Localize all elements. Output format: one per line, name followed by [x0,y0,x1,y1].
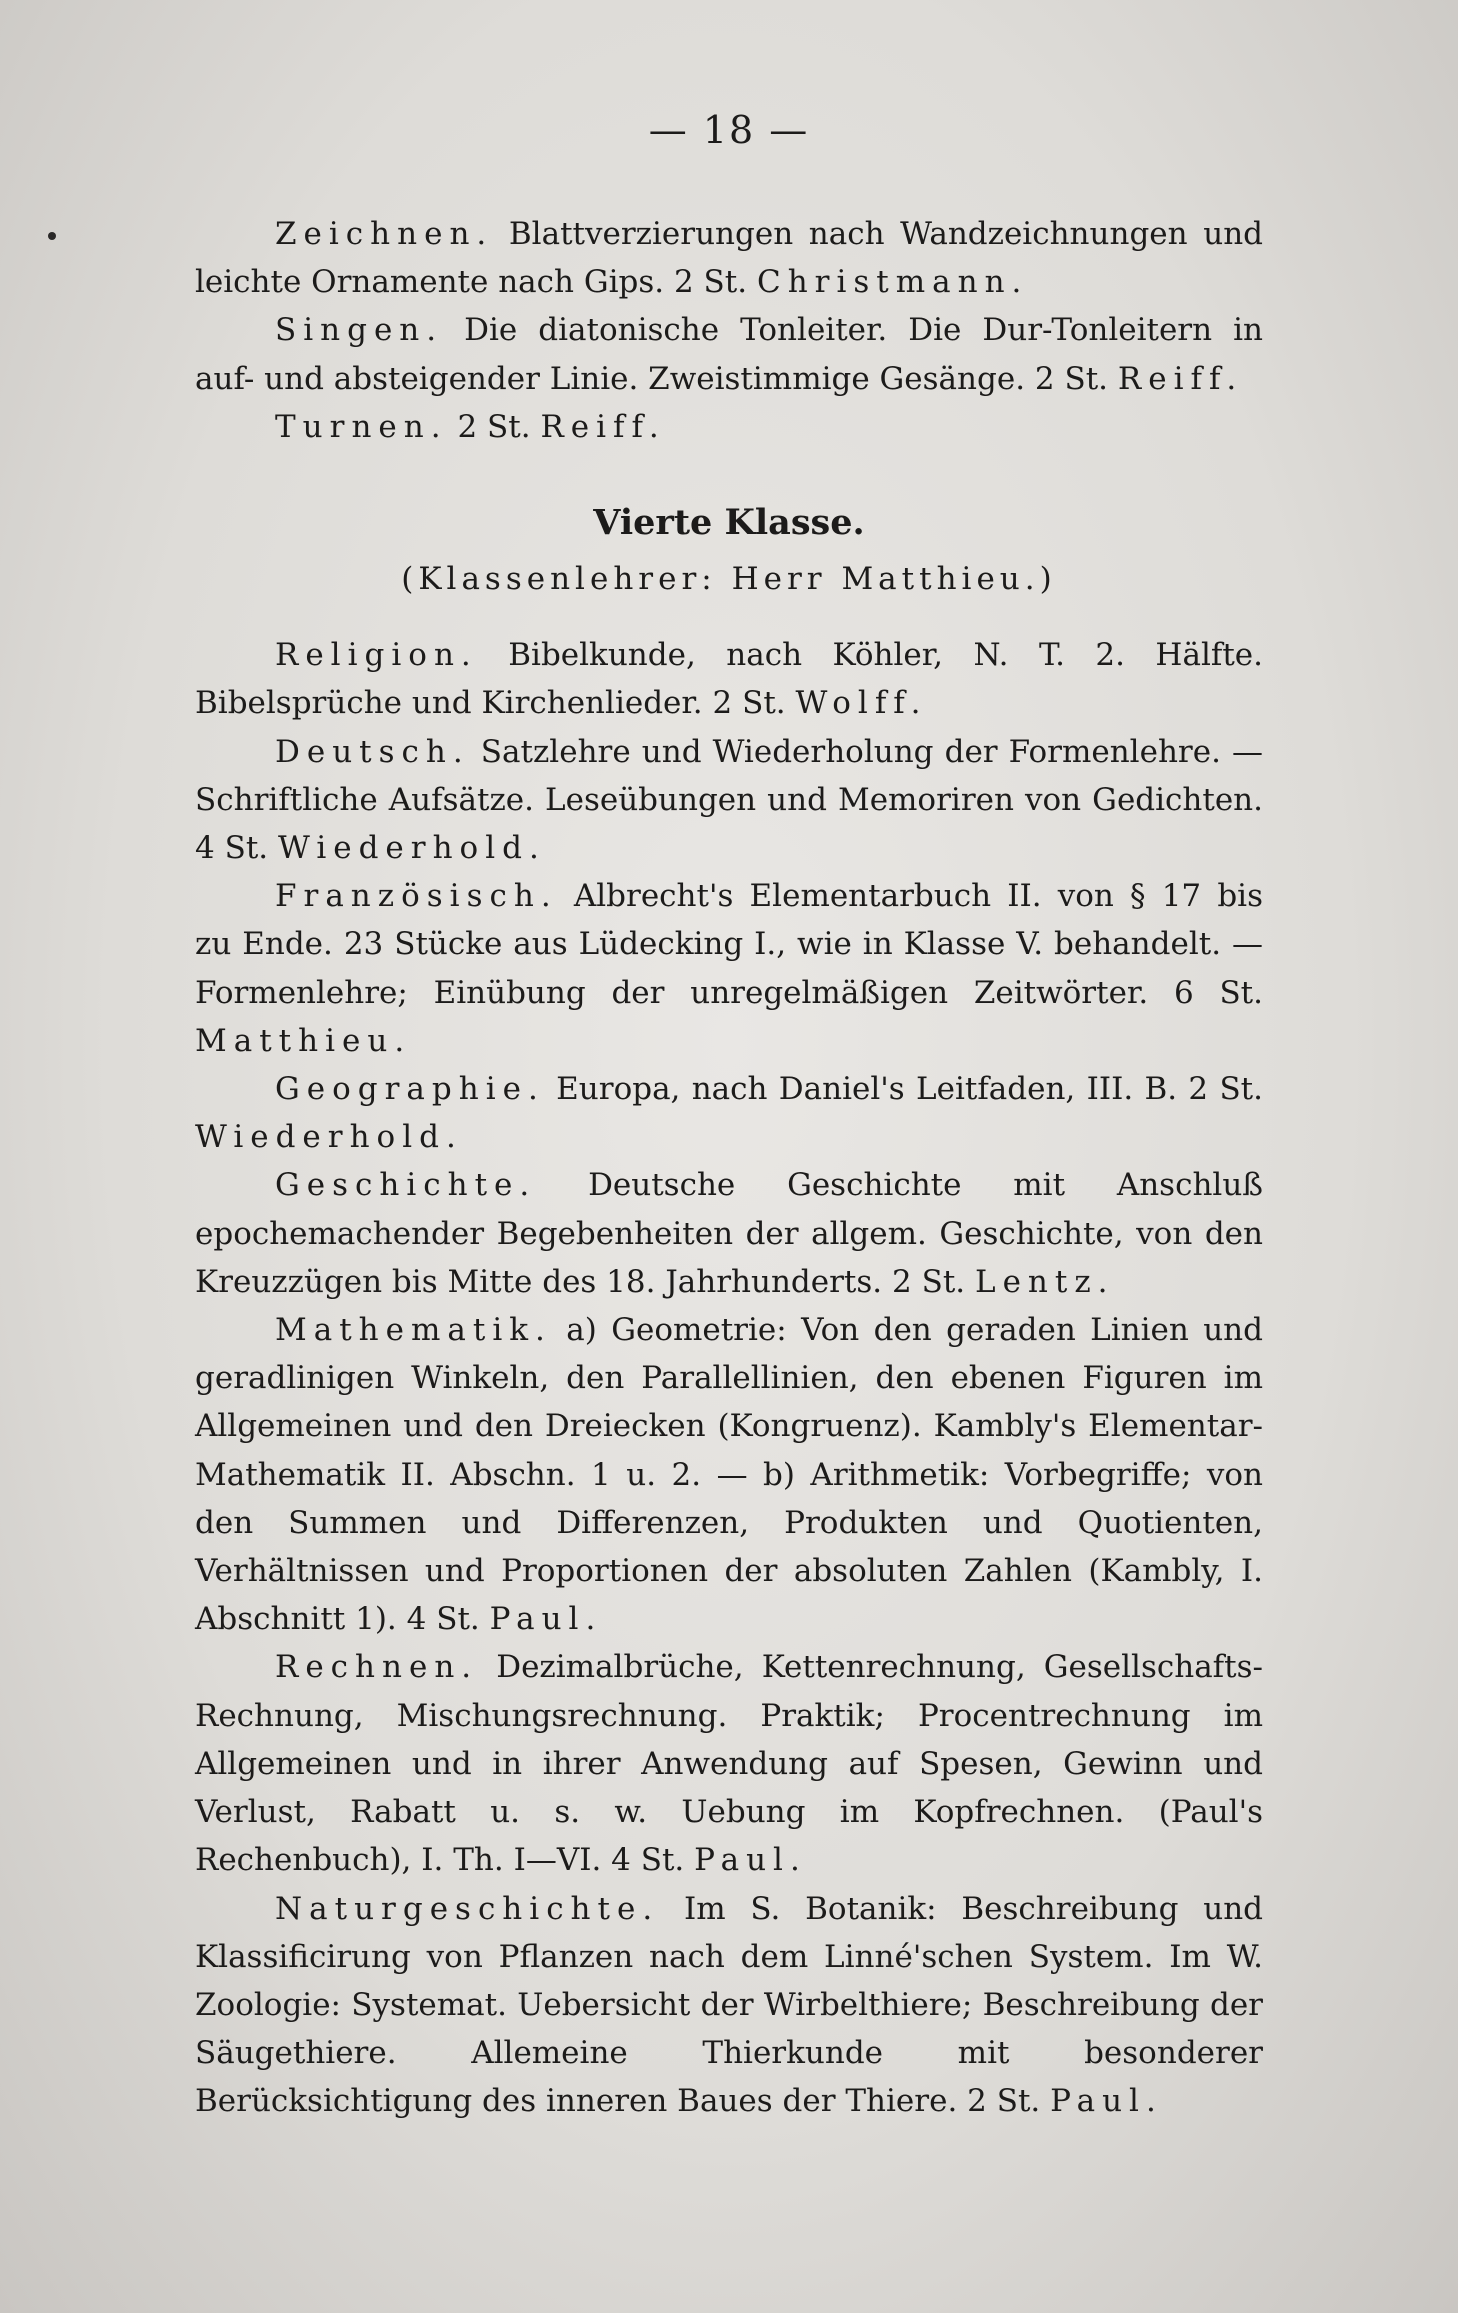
paragraph-zeichnen [195,210,1263,306]
subject-label: Zeichnen. [275,216,494,252]
paragraph-text: Die diatonische Tonleiter. Die Dur-Tonleitern in auf- und absteigender Linie. Zweistimmige Gesänge. 2 St. [195,312,1263,397]
teacher-name: Wiederhold. [278,830,546,867]
subject-label: Naturgeschichte. [275,1890,660,1927]
subject-label: Singen. [275,312,444,349]
paragraph-text: Im S. Botanik: Beschreibung und Klassificirung von Pflanzen nach dem Linné'schen System. Im W. Zoologie: Systemat. Uebersicht der Wirbelthiere; Beschreibung der Säugethiere. Allemeine Thierkunde mit besonderer Berücksichtigung des inneren Baues der Thiere. 2 St. [195,1890,1264,2120]
subject-label: Deutsch. [275,733,470,770]
teacher-name: Lentz. [975,1263,1115,1300]
paragraph-text: a) Geometrie: Von den geraden Linien und geradlinigen Winkeln, den Parallellinien, den ebenen Figuren im Allgemeinen und den Dreiecken (Kongruenz). Kambly's Elementar-Mathematik II. Abschn. 1 u. 2. — b) Arithmetik: Vorbegriffe; von den Summen und Differenzen, Produkten und Quotienten, Verhältnissen und Proportionen der absoluten Zahlen (Kambly, I. Abschnitt 1). 4 St. [195,1312,1263,1638]
paragraph-geschichte [195,1161,1263,1306]
page-number: — 18 — [648,108,810,152]
subject-label: Französisch. [275,878,558,915]
paragraph-naturgeschichte [195,1885,1263,2126]
teacher-name: Paul. [489,1601,603,1638]
paragraph-religion [195,631,1263,727]
paragraph-text: Dezimalbrüche, Kettenrechnung, Gesellschafts-Rechnung, Mischungsrechnung. Praktik; Procentrechnung im Allgemeinen und in ihrer Anwendung auf Spesen, Gewinn und Verlust, Rabatt u. s. w. Uebung im Kopfrechnen. (Paul's Rechenbuch), I. Th. I—VI. 4 St. [195,1649,1263,1879]
paragraph-mathematik [195,1306,1263,1643]
teacher-name: Reiff. [1117,360,1244,397]
subject-label: Turnen. [275,408,448,445]
paragraph-franzoesisch [195,872,1263,1065]
paragraph-text: Albrecht's Elementarbuch II. von § 17 bis zu Ende. 23 Stücke aus Lüdecking I., wie in Klasse V. behandelt. — Formenlehre; Einübung der unregelmäßigen Zeitwörter. 6 St. [195,878,1263,1011]
subject-label: Geographie. [275,1071,545,1108]
subject-label: Rechnen. [275,1649,479,1686]
paragraph-text: Satzlehre und Wiederholung der Formenlehre. — Schriftliche Aufsätze. Leseübungen und Memoriren von Gedichten. 4 St. [195,733,1263,867]
paragraph-text: Europa, nach Daniel's Leitfaden, III. B. 2 St. [556,1071,1263,1108]
teacher-name: Wolff. [795,685,928,722]
subject-label: Religion. [275,637,478,674]
section-heading: Vierte Klasse. [593,502,865,544]
subject-label: Mathematik. [275,1312,552,1349]
paragraph-singen [195,306,1263,402]
paragraph-text: Deutsche Geschichte mit Anschluß epochemachender Begebenheiten der allgem. Geschichte, von den Kreuzzügen bis Mitte des 18. Jahrhunderts. 2 St. [195,1167,1263,1300]
teacher-name: Paul. [1050,2083,1163,2120]
text-block [195,210,1263,2126]
teacher-name: Wiederhold. [195,1119,463,1156]
section-subheading: (Klassenlehrer: Herr Matthieu.) [401,561,1057,598]
teacher-name: Christmann. [756,264,1029,301]
teacher-name: Matthieu. [195,1022,412,1059]
paragraph-turnen [195,403,1263,451]
paragraph-text: Blattverzierungen nach Wandzeichnungen und leichte Ornamente nach Gips. 2 St. [195,216,1263,301]
teacher-name: Paul. [694,1842,807,1879]
teacher-name: Reiff. [540,408,666,445]
paragraph-text: 2 St. [457,408,531,445]
paragraph-geographie [195,1065,1263,1161]
paragraph-deutsch [195,728,1263,873]
margin-dot [48,232,56,240]
paragraph-text: Bibelkunde, nach Köhler, N. T. 2. Hälfte. Bibelsprüche und Kirchenlieder. 2 St. [195,637,1263,722]
paragraph-rechnen [195,1643,1263,1884]
subject-label: Geschichte. [275,1167,537,1204]
